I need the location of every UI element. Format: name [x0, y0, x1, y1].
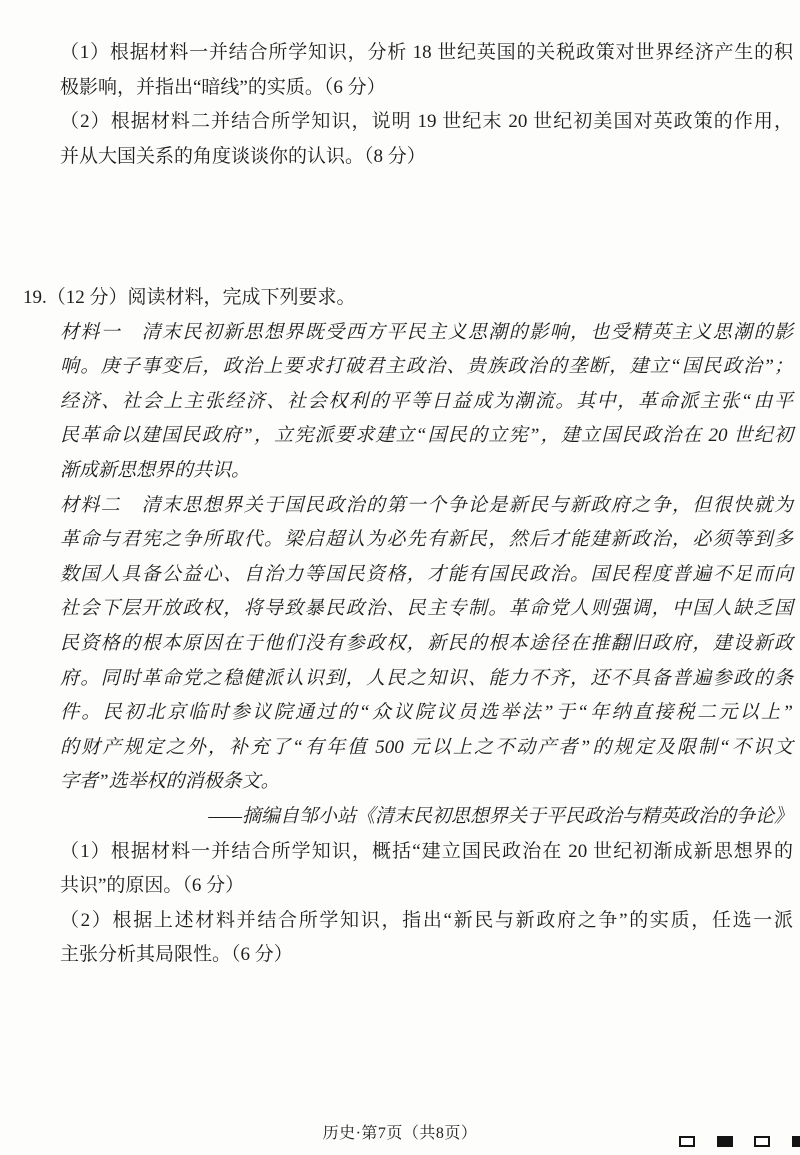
- text-line: （2）根据上述材料并结合所学知识，指出“新民与新政府之争”的实质，任选一派: [60, 909, 793, 931]
- text-line: 19.（12 分）阅读材料，完成下列要求。: [23, 287, 356, 308]
- text-line: （1）根据材料一并结合所学知识，概括“建立国民政治在 20 世纪初渐成新思想界的: [60, 840, 793, 862]
- text-line: 主张分析其局限性。（6 分）: [60, 944, 293, 966]
- text-line: 字者”选举权的消极条文。: [60, 771, 280, 793]
- print-registration-mark: [717, 1136, 733, 1147]
- page-footer-label: 历史·第7页（共8页）: [322, 1125, 478, 1142]
- text-line: 民资格的根本原因在于他们没有参政权，新民的根本途径在推翻旧政府，建设新政: [60, 632, 793, 654]
- text-line: 渐成新思想界的共识。: [60, 459, 251, 481]
- text-line: 民革命以建国民政府”，立宪派要求建立“国民的立宪”，建立国民政治在 20 世纪初: [60, 425, 793, 447]
- print-registration-mark: [754, 1136, 770, 1147]
- question-19-block: [23, 281, 793, 973]
- text-line: 响。庚子事变后，政治上要求打破君主政治、贵族政治的垄断，建立“国民政治”；: [60, 356, 793, 378]
- text-line: 数国人具备公益心、自治力等国民资格，才能有国民政治。国民程度普遍不足而向: [60, 563, 793, 585]
- print-registration-mark: [679, 1136, 695, 1147]
- text-line: 革命与君宪之争所取代。梁启超认为必先有新民，然后才能建新政治，必须等到多: [60, 529, 793, 551]
- text-line: 件。民初北京临时参议院通过的“众议院议员选举法”于“年纳直接税二元以上”: [60, 702, 793, 724]
- text-line: 府。同时革命党之稳健派认识到，人民之知识、能力不齐，还不具备普遍参政的条: [60, 667, 793, 689]
- text-line: 社会下层开放政权，将导致暴民政治、民主专制。革命党人则强调，中国人缺乏国: [60, 598, 793, 620]
- text-line: 材料一 清末民初新思想界既受西方平民主义思潮的影响，也受精英主义思潮的影: [60, 321, 793, 343]
- question-18-followup-block: [60, 36, 793, 174]
- print-registration-mark: [792, 1136, 800, 1147]
- text-line: 共识”的原因。（6 分）: [60, 875, 245, 897]
- text-line: 极影响，并指出“暗线”的实质。（6 分）: [60, 76, 386, 98]
- text-line: 经济、社会上主张经济、社会权利的平等日益成为潮流。其中，革命派主张“由平: [60, 390, 793, 412]
- text-line: 的财产规定之外，补充了“有年值 500 元以上之不动产者”的规定及限制“不识文: [60, 736, 793, 758]
- text-line: 材料二 清末思想界关于国民政治的第一个争论是新民与新政府之争，但很快就为: [60, 494, 793, 516]
- text-line: （2）根据材料二并结合所学知识，说明 19 世纪末 20 世纪初美国对英政策的作用，: [60, 111, 793, 133]
- text-line: ——摘编自邹小站《清末民初思想界关于平民政治与精英政治的争论》: [208, 805, 793, 827]
- text-line: 并从大国关系的角度谈谈你的认识。（8 分）: [60, 145, 426, 167]
- text-line: （1）根据材料一并结合所学知识，分析 18 世纪英国的关税政策对世界经济产生的积: [60, 42, 793, 63]
